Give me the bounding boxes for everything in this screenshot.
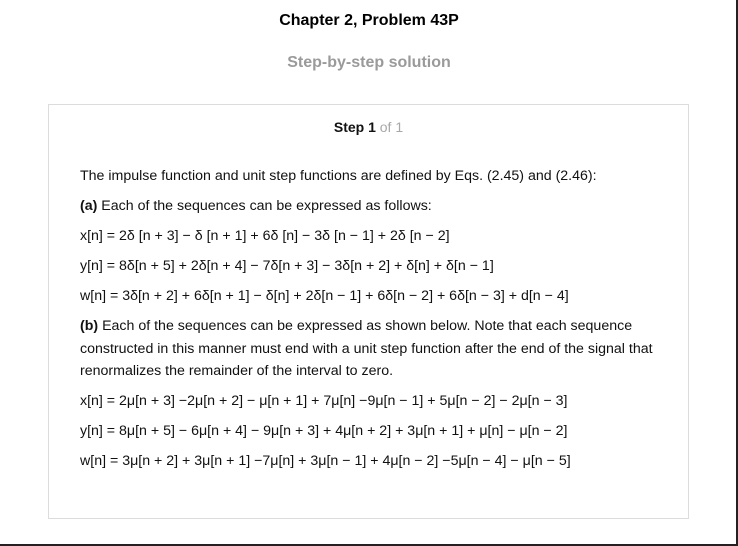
part-b-label: (b) <box>80 318 99 334</box>
part-b-heading <box>80 315 670 383</box>
equation-a-x: x[n] = 2δ [n + 3] − δ [n + 1] + 6δ [n] − 3δ [n − 1] + 2δ [n − 2] <box>80 228 450 244</box>
intro-text: The impulse function and unit step functions are defined by Eqs. (2.45) and (2.46): <box>80 168 597 184</box>
equation-a-y: y[n] = 8δ[n + 5] + 2δ[n + 4] − 7δ[n + 3] − 3δ[n + 2] + δ[n] + δ[n − 1] <box>80 258 494 274</box>
equation-a-w: w[n] = 3δ[n + 2] + 6δ[n + 1] − δ[n] + 2δ[n − 1] + 6δ[n − 2] + 6δ[n − 3] + d[n − 4] <box>80 288 569 304</box>
step-count: of 1 <box>379 119 404 135</box>
part-a-heading <box>80 195 670 218</box>
chapter-title: Chapter 2, Problem 43P <box>279 12 459 29</box>
equation-b-x: x[n] = 2μ[n + 3] −2μ[n + 2] − μ[n + 1] + 7μ[n] −9μ[n − 1] + 5μ[n − 2] − 2μ[n − 3] <box>80 393 568 409</box>
step-label: Step 1 <box>333 119 376 135</box>
part-a-text: Each of the sequences can be expressed as follows: <box>97 198 432 214</box>
solution-title: Step-by-step solution <box>287 54 451 71</box>
solution-card <box>48 104 689 519</box>
equation-b-w: w[n] = 3μ[n + 2] + 3μ[n + 1] −7μ[n] + 3μ[n − 1] + 4μ[n − 2] −5μ[n − 4] − μ[n − 5] <box>80 453 571 469</box>
solution-content <box>80 165 670 480</box>
step-header <box>49 119 688 135</box>
equation-b-y: y[n] = 8μ[n + 5] − 6μ[n + 4] − 9μ[n + 3] + 4μ[n + 2] + 3μ[n + 1] + μ[n] − μ[n − 2] <box>80 423 568 439</box>
part-b-text: Each of the sequences can be expressed as shown below. Note that each sequence constructed in this manner must end with a unit step function after the end of the signal that renormalizes the remainder of the interval to zero. <box>80 318 653 379</box>
part-a-label: (a) <box>80 198 98 214</box>
